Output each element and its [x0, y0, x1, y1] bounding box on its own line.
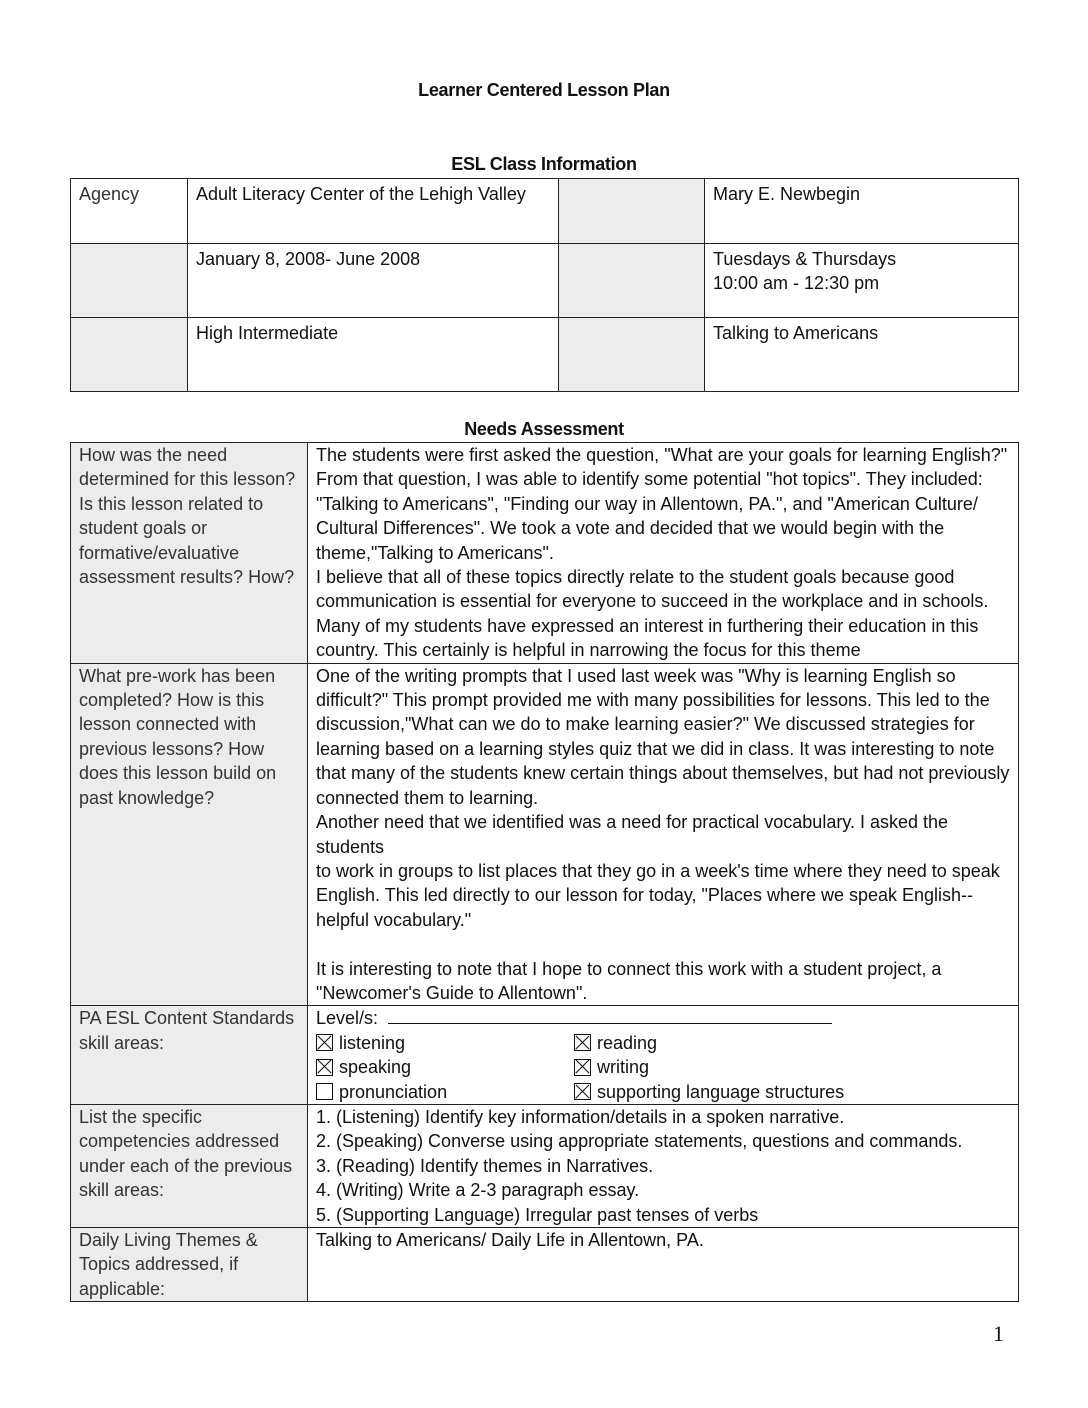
competencies-value	[308, 1104, 1019, 1227]
competency-item: 5. (Supporting Language) Irregular past tenses of verbs	[316, 1204, 759, 1225]
checkbox-label: speaking	[339, 1057, 412, 1078]
writing-checkbox[interactable]	[574, 1059, 591, 1076]
checkbox-label: listening	[339, 1032, 406, 1053]
answer-line: connected them to learning.	[316, 787, 539, 808]
level-label: Level/s:	[316, 1008, 379, 1029]
answer-line: The students were first asked the question, "What are your goals for learning English?"	[316, 445, 1008, 465]
answer-line: learning based on a learning styles quiz that we did in class. It was interesting to note	[316, 738, 995, 759]
document-title: Learner Centered Lesson Plan	[418, 80, 670, 100]
checkbox-label: pronunciation	[339, 1081, 448, 1102]
q2-label: What pre-work has been completed? How is this lesson connected with previous lessons? How does this lesson build on past knowledge?	[71, 663, 308, 1006]
standards-label: PA ESL Content Standards skill areas:	[71, 1006, 308, 1105]
class-info-row	[71, 318, 1019, 392]
answer-line: Cultural Differences". We took a vote and decided that we would begin with the	[316, 518, 945, 539]
answer-line: country. This certainly is helpful in narrowing the focus for this theme	[316, 640, 861, 661]
answer-line: "Newcomer's Guide to Allentown".	[316, 982, 588, 1003]
answer-line: Another need that we identified was a need for practical vocabulary. I asked the students	[316, 812, 949, 857]
instructor-value: Mary E. Newbegin	[705, 179, 1019, 244]
needs-row	[71, 663, 1019, 1006]
page-number: 1	[993, 1321, 1004, 1346]
speaking-checkbox[interactable]	[316, 1059, 333, 1076]
needs-row	[71, 1104, 1019, 1227]
listening-checkbox[interactable]	[316, 1034, 333, 1051]
answer-line: One of the writing prompts that I used last week was "Why is learning English so	[316, 665, 956, 686]
competencies-label: List the specific competencies addressed under each of the previous skill areas:	[71, 1104, 308, 1227]
supporting-language-checkbox[interactable]	[574, 1083, 591, 1100]
answer-line: communication is essential for everyone to succeed in the workplace and in schools.	[316, 591, 989, 612]
answer-line: I believe that all of these topics directly relate to the student goals because good	[316, 567, 955, 588]
answer-line-blank	[316, 932, 1010, 956]
level-label	[71, 318, 188, 392]
answer-line: helpful vocabulary."	[316, 909, 472, 930]
answer-line: From that question, I was able to identify some potential "hot topics". They included:	[316, 469, 983, 490]
schedule-time: 10:00 am - 12:30 pm	[713, 273, 880, 294]
q2-answer	[308, 663, 1019, 1006]
pronunciation-checkbox[interactable]	[316, 1083, 333, 1100]
competency-item: 1. (Listening) Identify key information/details in a spoken narrative.	[316, 1106, 845, 1127]
answer-line: It is interesting to note that I hope to connect this work with a student project, a	[316, 958, 942, 979]
theme-value: Talking to Americans	[705, 318, 1019, 392]
class-info-table	[70, 178, 1019, 392]
schedule-label	[559, 244, 705, 318]
themes-value: Talking to Americans/ Daily Life in Allentown, PA.	[308, 1227, 1019, 1301]
schedule-value	[705, 244, 1019, 318]
level-value: High Intermediate	[188, 318, 559, 392]
q1-answer	[308, 443, 1019, 664]
class-info-row	[71, 179, 1019, 244]
class-info-heading: ESL Class Information	[451, 154, 637, 174]
agency-label: Agency	[71, 179, 188, 244]
answer-line: theme,"Talking to Americans".	[316, 542, 554, 563]
answer-line: difficult?" This prompt provided me with many possibilities for lessons. This led to the	[316, 690, 990, 711]
schedule-days: Tuesdays & Thursdays	[713, 249, 897, 269]
themes-label: Daily Living Themes & Topics addressed, if applicable:	[71, 1227, 308, 1301]
dates-label	[71, 244, 188, 318]
needs-assessment-heading: Needs Assessment	[464, 419, 624, 439]
reading-checkbox[interactable]	[574, 1034, 591, 1051]
class-info-row	[71, 244, 1019, 318]
needs-row	[71, 443, 1019, 664]
answer-line: discussion,"What can we do to make learning easier?" We discussed strategies for	[316, 714, 975, 735]
theme-label	[559, 318, 705, 392]
answer-line: Many of my students have expressed an interest in furthering their education in this	[316, 615, 979, 636]
competency-item: 2. (Speaking) Converse using appropriate statements, questions and commands.	[316, 1131, 963, 1152]
answer-line: "Talking to Americans", "Finding our way in Allentown, PA.", and "American Culture/	[316, 493, 978, 514]
needs-row	[71, 1227, 1019, 1301]
answer-line: to work in groups to list places that they go in a week's time where they need to speak	[316, 860, 1000, 881]
answer-line: that many of the students knew certain things about themselves, but had not previously	[316, 763, 1010, 784]
instructor-label	[559, 179, 705, 244]
level-input-line	[388, 1007, 832, 1024]
standards-value	[308, 1006, 1019, 1105]
agency-value: Adult Literacy Center of the Lehigh Valley	[188, 179, 559, 244]
answer-line: English. This led directly to our lesson for today, "Places where we speak English--	[316, 885, 974, 906]
needs-row	[71, 1006, 1019, 1105]
dates-value: January 8, 2008- June 2008	[188, 244, 559, 318]
needs-assessment-table	[70, 442, 1019, 1302]
checkbox-label: writing	[597, 1057, 650, 1078]
competency-item: 3. (Reading) Identify themes in Narratives.	[316, 1155, 654, 1176]
q1-label: How was the need determined for this lesson? Is this lesson related to student goals or formative/evaluative assessment results? How?	[71, 443, 308, 664]
competency-item: 4. (Writing) Write a 2-3 paragraph essay.	[316, 1180, 640, 1201]
checkbox-label: supporting language structures	[597, 1081, 845, 1102]
checkbox-label: reading	[597, 1032, 658, 1053]
